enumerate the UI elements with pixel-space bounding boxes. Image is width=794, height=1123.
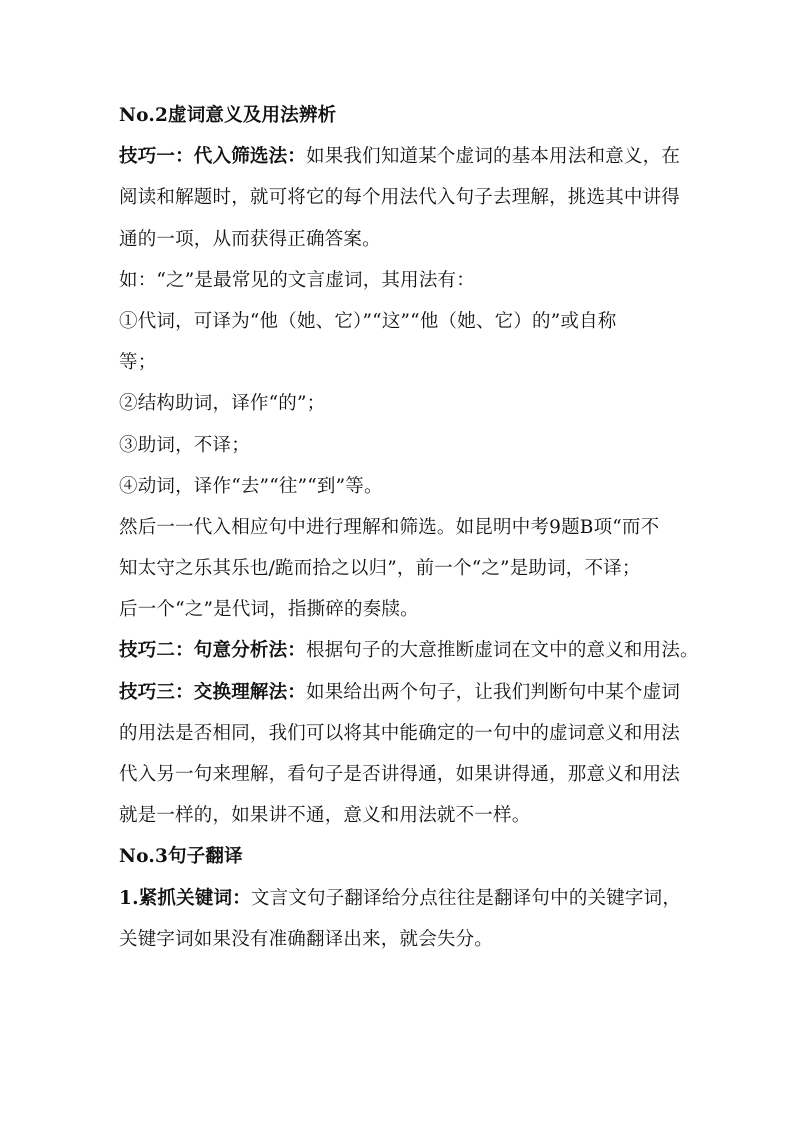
tip1-text: 如果我们知道某个虚词的基本用法和意义，在 xyxy=(306,146,681,168)
tip1-line1 xyxy=(119,138,679,176)
usage-4: ④动词，译作“去”“往”“到”等。 xyxy=(119,475,383,497)
followup-line2: 知太守之乐其乐也/跪而拾之以归”，前一个“之”是助词，不译； xyxy=(119,558,641,580)
tip3-line1 xyxy=(119,674,679,712)
tip1-line2: 阅读和解题时，就可将它的每个用法代入句子去理解，挑选其中讲得 xyxy=(119,187,681,209)
tip3-text: 如果给出两个句子，让我们判断句中某个虚词 xyxy=(306,681,681,703)
usage-3: ③助词，不译； xyxy=(119,434,250,456)
tip3-line4: 就是一样的，如果讲不通，意义和用法就不一样。 xyxy=(119,805,531,827)
document-body xyxy=(119,97,699,962)
followup-line3: 后一个“之”是代词，指撕碎的奏牍。 xyxy=(119,599,419,621)
point1-text: 文言文句子翻译给分点往往是翻译句中的关键字词， xyxy=(250,887,682,909)
tip1-line3: 通的一项，从而获得正确答案。 xyxy=(119,228,381,250)
point1-line2: 关键字词如果没有准确翻译出来，就会失分。 xyxy=(119,928,494,950)
tip2-label: 技巧二：句意分析法： xyxy=(119,640,307,662)
section-heading-no3: No.3句子翻译 xyxy=(119,846,243,868)
tip3-line2: 的用法是否相同，我们可以将其中能确定的一句中的虚词意义和用法 xyxy=(119,722,681,744)
followup-line1: 然后一一代入相应句中进行理解和筛选。如昆明中考9题B项“而不 xyxy=(119,516,660,538)
point1-line1 xyxy=(119,880,682,918)
tip3-line3: 代入另一句来理解，看句子是否讲得通，如果讲得通，那意义和用法 xyxy=(119,764,681,785)
tip3-label: 技巧三：交换理解法： xyxy=(119,681,307,703)
point1-label: 1.紧抓关键词： xyxy=(119,887,251,909)
usage-1-line2: 等； xyxy=(119,352,157,374)
tip2-line xyxy=(119,632,699,670)
tip1-label: 技巧一：代入筛选法： xyxy=(119,146,307,168)
tip2-text: 根据句子的大意推断虚词在文中的意义和用法。 xyxy=(306,640,699,662)
example-intro: 如：“之”是最常见的文言虚词，其用法有： xyxy=(119,269,475,291)
usage-1-line1: ①代词，可译为“他（她、它）”“这”“他（她、它）的”或自称 xyxy=(119,310,617,332)
usage-2: ②结构助词，译作“的”； xyxy=(119,393,326,415)
section-heading-no2: No.2虚词意义及用法辨析 xyxy=(119,105,337,126)
